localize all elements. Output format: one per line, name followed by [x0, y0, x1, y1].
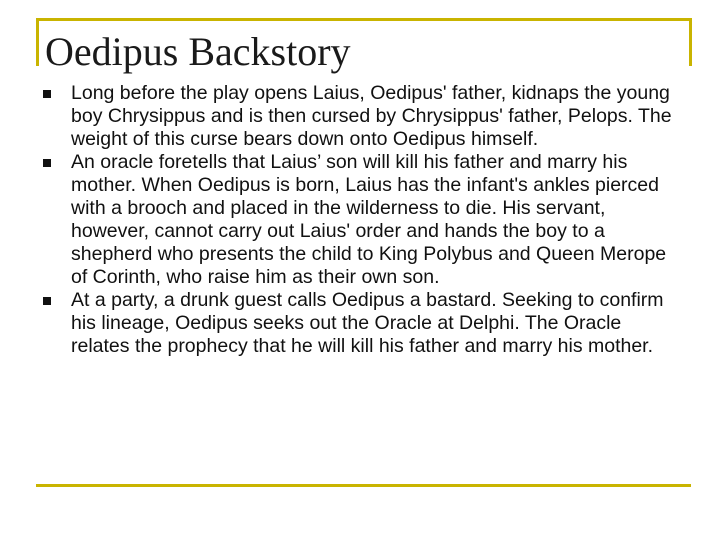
title-frame-left-rule [36, 18, 39, 66]
bullet-item [40, 289, 680, 358]
bullet-item [40, 82, 680, 151]
square-bullet-icon [43, 297, 51, 305]
bullet-text: An oracle foretells that Laius’ son will kill his father and marry his mother. When Oedipus is born, Laius has the infant's ankles pierced with a brooch and placed in the wilderness to die. His servant, however, cannot carry out Laius' order and hands the boy to a shepherd who presents the child to King Polybus and Queen Merope of Corinth, who raise him as their own son. [71, 151, 667, 288]
title-frame-top-rule [36, 18, 691, 21]
square-bullet-icon [43, 90, 51, 98]
bullet-list [40, 82, 680, 358]
square-bullet-icon [43, 159, 51, 167]
title-frame-right-rule [689, 18, 692, 66]
bullet-text: At a party, a drunk guest calls Oedipus a bastard. Seeking to confirm his lineage, Oedipus seeks out the Oracle at Delphi. The Oracle relates the prophecy that he will kill his father and marry his mother. [71, 289, 664, 357]
bottom-divider-rule [36, 484, 691, 487]
bullet-text: Long before the play opens Laius, Oedipus' father, kidnaps the young boy Chrysippus and is then cursed by Chrysippus' father, Pelops. The weight of this curse bears down onto Oedipus himself. [71, 82, 672, 150]
bullet-item [40, 151, 680, 289]
slide-title: Oedipus Backstory [45, 29, 351, 74]
